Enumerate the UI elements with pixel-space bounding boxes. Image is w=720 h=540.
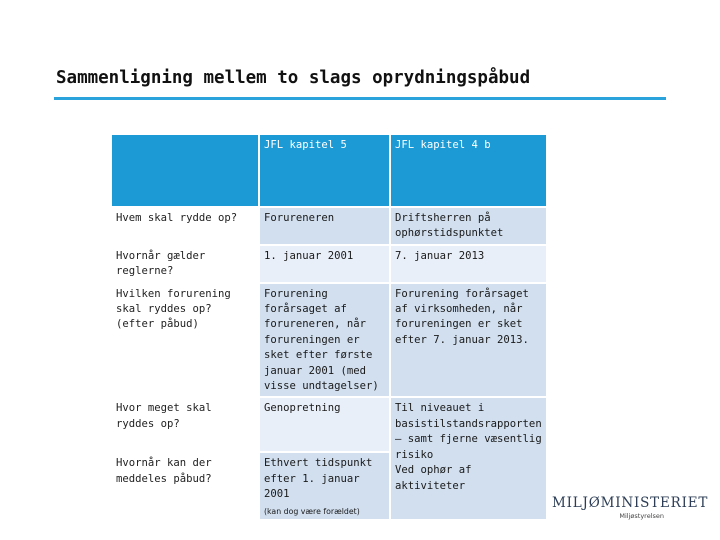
- cell-kap4b: 7. januar 2013: [391, 246, 546, 282]
- table-row: [112, 208, 546, 244]
- cell-note: (kan dog være forældet): [264, 506, 360, 516]
- comparison-table: [110, 133, 548, 521]
- ministry-logo: [552, 489, 709, 523]
- row-label: Hvor meget skal ryddes op?: [116, 402, 212, 430]
- logo-wordmark: MILJØMINISTERIET: [552, 495, 709, 511]
- header-jfl-kapitel-4b: JFL kapitel 4 b: [391, 135, 546, 206]
- cell-kap4b: Forurening forårsaget af virksomheden, når forureningen er sket efter 7. januar 2013.: [391, 284, 546, 397]
- cell-kap4b-text: Ved ophør af aktiviteter: [395, 464, 472, 492]
- table-header-row: [112, 135, 546, 206]
- row-label: Hvornår kan der meddeles påbud?: [116, 457, 212, 485]
- cell-kap5-text: Ethvert tidspunkt efter 1. januar 2001: [264, 457, 373, 501]
- row-label: Hvilken forurening skal ryddes op? (efter påbud): [116, 287, 231, 331]
- table-row: [112, 246, 546, 282]
- cell-kap4b-merged: [391, 398, 546, 518]
- row-label: Hvornår gælder reglerne?: [116, 249, 206, 278]
- header-corner-cell: [112, 135, 258, 206]
- cell-kap5: Genopretning: [260, 398, 389, 451]
- slide-title: Sammenligning mellem to slags oprydningspåbud: [56, 68, 531, 88]
- cell-kap4b-text: Til niveauet i basistilstandsrapporten – samt fjerne væsentlig risiko: [395, 402, 542, 461]
- cell-kap5: 1. januar 2001: [260, 246, 389, 282]
- cell-kap5: Forureneren: [260, 208, 389, 244]
- table-row: [112, 284, 546, 397]
- cell-kap5: [260, 453, 389, 518]
- header-jfl-kapitel-5: JFL kapitel 5: [260, 135, 389, 206]
- row-label: Hvem skal rydde op?: [116, 212, 238, 224]
- cell-kap4b: Driftsherren på ophørstidspunktet: [391, 208, 546, 244]
- table-row: [112, 398, 546, 451]
- title-underline: [54, 97, 666, 100]
- logo-subtitle: Miljøstyrelsen: [619, 512, 664, 520]
- cell-kap5: Forurening forårsaget af forureneren, når forureningen er sket efter første januar 2001 (med visse undtagelser): [260, 284, 389, 397]
